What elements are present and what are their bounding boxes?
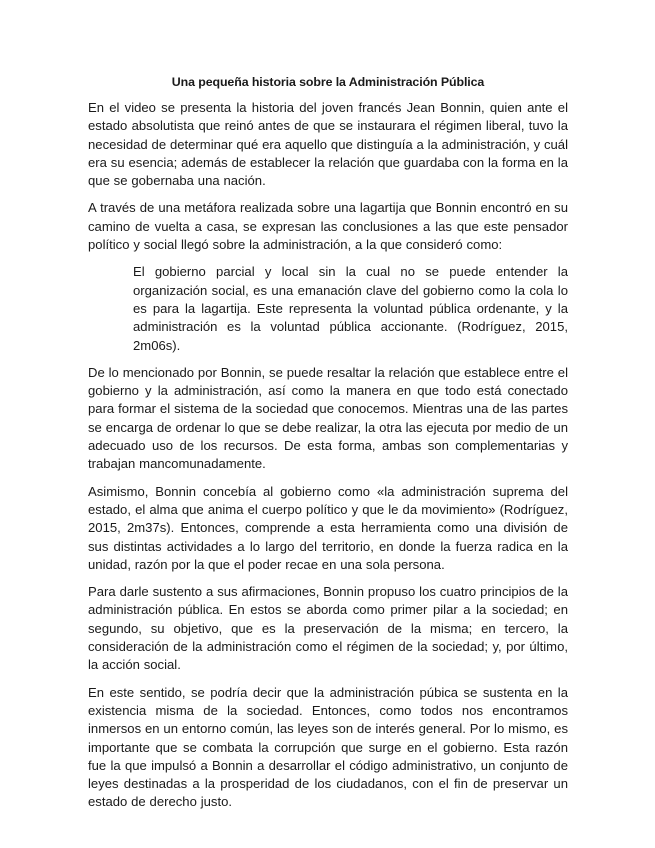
paragraph-introduction: En el video se presenta la historia del joven francés Jean Bonnin, quien ante el estado absolutista que reinó antes de que se instaurara el régimen liberal, tuvo la necesidad de determinar qué era aquello que distinguía a la administración, y cuál era su esencia; además de establecer la relación que guardaba con la forma en la que se gobernaba una nación. bbox=[88, 100, 568, 189]
paragraph-conclusion: En este sentido, se podría decir que la administración púbica se sustenta en la existencia misma de la sociedad. Entonces, como todos nos encontramos inmersos en un entorno común, las leyes son de interés general. Por lo mismo, es importante que se combata la corrupción que surge en el gobierno. Esta razón fue la que impulsó a Bonnin a desarrollar el código administrativo, un conjunto de leyes destinadas a la prosperidad de los ciudadanos, con el fin de preservar un estado de derecho justo. bbox=[88, 684, 568, 810]
paragraph-supreme-administration: Asimismo, Bonnin concebía al gobierno como «la administración suprema del estado, el alma que anima el cuerpo político y que le da movimiento» (Rodríguez, 2015, 2m37s). Entonces, comprende a esta herramienta como una división de sus distintas actividades a lo largo del territorio, en donde la fuerza radica en la unidad, razón por la que el poder recae en una sola persona. bbox=[88, 483, 568, 572]
paragraph-government-administration: De lo mencionado por Bonnin, se puede resaltar la relación que establece entre el gobierno y la administración, así como la manera en que todo está conectado para formar el sistema de la sociedad que conocemos. Mientras una de las partes se encarga de ordenar lo que se debe realizar, la otra las ejecuta por medio de un adecuado uso de los recursos. De esta forma, ambas son complementarias y trabajan mancomunadamente. bbox=[88, 364, 568, 472]
document-title: Una pequeña historia sobre la Administración Pública bbox=[171, 75, 485, 89]
paragraph-four-principles: Para darle sustento a sus afirmaciones, Bonnin propuso los cuatro principios de la administración pública. En estos se aborda como primer pilar a la sociedad; en segundo, su objetivo, que es la preservación de la misma; en tercero, la consideración de la administración como el régimen de la sociedad; y, por último, la acción social. bbox=[88, 584, 568, 673]
block-quote: El gobierno parcial y local sin la cual no se puede entender la organización social, es una emanación clave del gobierno como la cola lo es para la lagartija. Este representa la voluntad pública ordenante, y la administración es la voluntad pública accionante. (Rodríguez, 2015, 2m06s). bbox=[133, 264, 568, 353]
document-body bbox=[88, 74, 568, 821]
paragraph-metaphor: A través de una metáfora realizada sobre una lagartija que Bonnin encontró en su camino de vuelta a casa, se expresan las conclusiones a las que este pensador político y social llegó sobre la administración, a la que consideró como: bbox=[88, 200, 568, 253]
